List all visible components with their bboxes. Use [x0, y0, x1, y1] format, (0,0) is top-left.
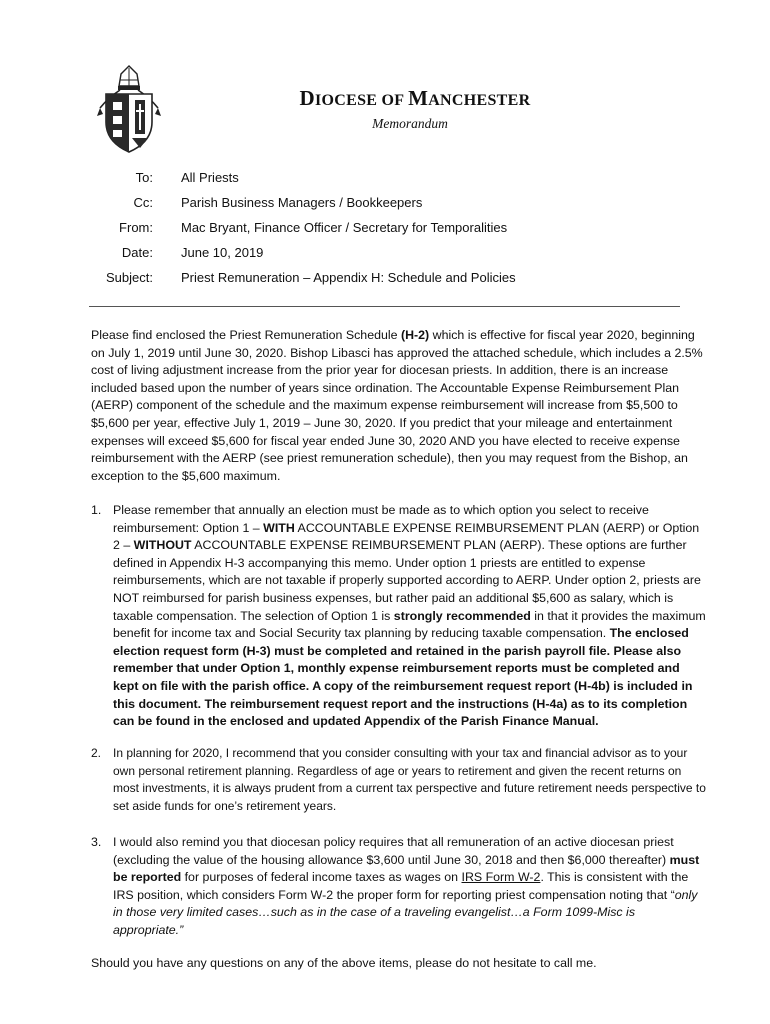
to-value: All Priests [181, 170, 239, 185]
from-row [0, 220, 770, 238]
list-number: 3. [91, 835, 102, 849]
page-title: DIOCESE OF MANCHESTER [299, 86, 531, 110]
to-label: To: [135, 170, 153, 185]
list-item-2 [91, 745, 706, 815]
date-label: Date: [121, 245, 153, 260]
list-item-text: In planning for 2020, I recommend that you consider consulting with your tax and financial advisor as to your own personal retirement planning. Regardless of age or years to retirement and given the recent returns on most investments, it is always prudent from a current tax perspective and future retirement needs perspective to set aside funds for one’s retirement years. [113, 746, 706, 813]
date-row [0, 245, 770, 263]
diocese-seal-icon [94, 64, 164, 156]
from-value: Mac Bryant, Finance Officer / Secretary for Temporalities [181, 220, 508, 235]
intro-paragraph: Please find enclosed the Priest Remuneration Schedule (H-2) which is effective for fiscal year 2020, beginning on July 1, 2019 until June 30, 2020. Bishop Libasci has approved the attached schedule, which includes a 2.5% cost of living adjustment increase from the prior year for diocesan priests. In addition, there is an increase included based upon the number of years since ordination. The Accountable Expense Reimbursement Plan (AERP) component of the schedule and the maximum expense reimbursement will increase from $5,500 to $5,600 per year, effective July 1, 2019 – June 30, 2020. If you predict that your mileage and entertainment expenses will exceed $5,600 for fiscal year ended June 30, 2020 AND you have elected to receive expense reimbursement with the AERP (see priest remuneration schedule), then you may request from the Bishop, an exception to the $5,600 maximum. [91, 328, 703, 483]
list-item-text: Please remember that annually an election must be made as to which option you select to receive reimbursement: Option 1 – WITH ACCOUNTABLE EXPENSE REIMBURSEMENT PLAN (AERP) or Option 2 – WITHOUT ACCOUNTABLE EXPENSE REIMBURSEMENT PLAN (AERP). These options are further defined in Appendix H-3 accompanying this memo. Under option 1 priests are entitled to expense reimbursements, which are not taxable if properly supported according to AERP. Under option 2, priests are NOT reimbursed for parish business expenses, but rather paid an additional $5,600 as salary, which is taxable compensation. The selection of Option 1 is strongly recommended in that it provides the maximum benefit for income tax and Social Security tax planning by reducing taxable compensation. The enclosed election request form (H-3) must be completed and retained in the parish payroll file. Please also remember that under Option 1, monthly expense reimbursement reports must be completed and kept on file with the parish office. A copy of the reimbursement request report (H-4b) is included in this document. The reimbursement request report and the instructions (H-4a) as to its completion can be found in the enclosed and updated Appendix of the Parish Finance Manual. [113, 503, 706, 729]
list-number: 1. [91, 503, 102, 517]
list-item-text: I would also remind you that diocesan policy requires that all remuneration of an active diocesan priest (excluding the value of the housing allowance $3,600 until June 30, 2018 and then $6,000 thereafter) must be reported for purposes of federal income taxes as wages on IRS Form W-2. This is consistent with the IRS position, which considers Form W-2 the proper form for reporting priest compensation noting that “only in those very limited cases…such as in the case of a traveling evangelist…a Form 1099-Misc is appropriate.” [113, 835, 700, 937]
list-item-3 [91, 834, 706, 940]
list-number: 2. [91, 746, 102, 760]
header-divider [89, 306, 680, 307]
memo-subtitle: Memorandum [372, 116, 448, 131]
closing-paragraph: Should you have any questions on any of the above items, please do not hesitate to call me. [91, 956, 597, 970]
cc-value: Parish Business Managers / Bookkeepers [181, 195, 423, 210]
subject-row [0, 270, 770, 288]
irs-form-w2-reference: IRS Form W-2 [461, 870, 541, 885]
subject-label: Subject: [106, 270, 153, 285]
list-item-1 [91, 502, 706, 731]
cc-row [0, 195, 770, 213]
date-value: June 10, 2019 [181, 245, 264, 260]
cc-label: Cc: [133, 195, 153, 210]
from-label: From: [119, 220, 153, 235]
subject-value: Priest Remuneration – Appendix H: Schedule and Policies [181, 270, 516, 285]
to-row [0, 170, 770, 188]
